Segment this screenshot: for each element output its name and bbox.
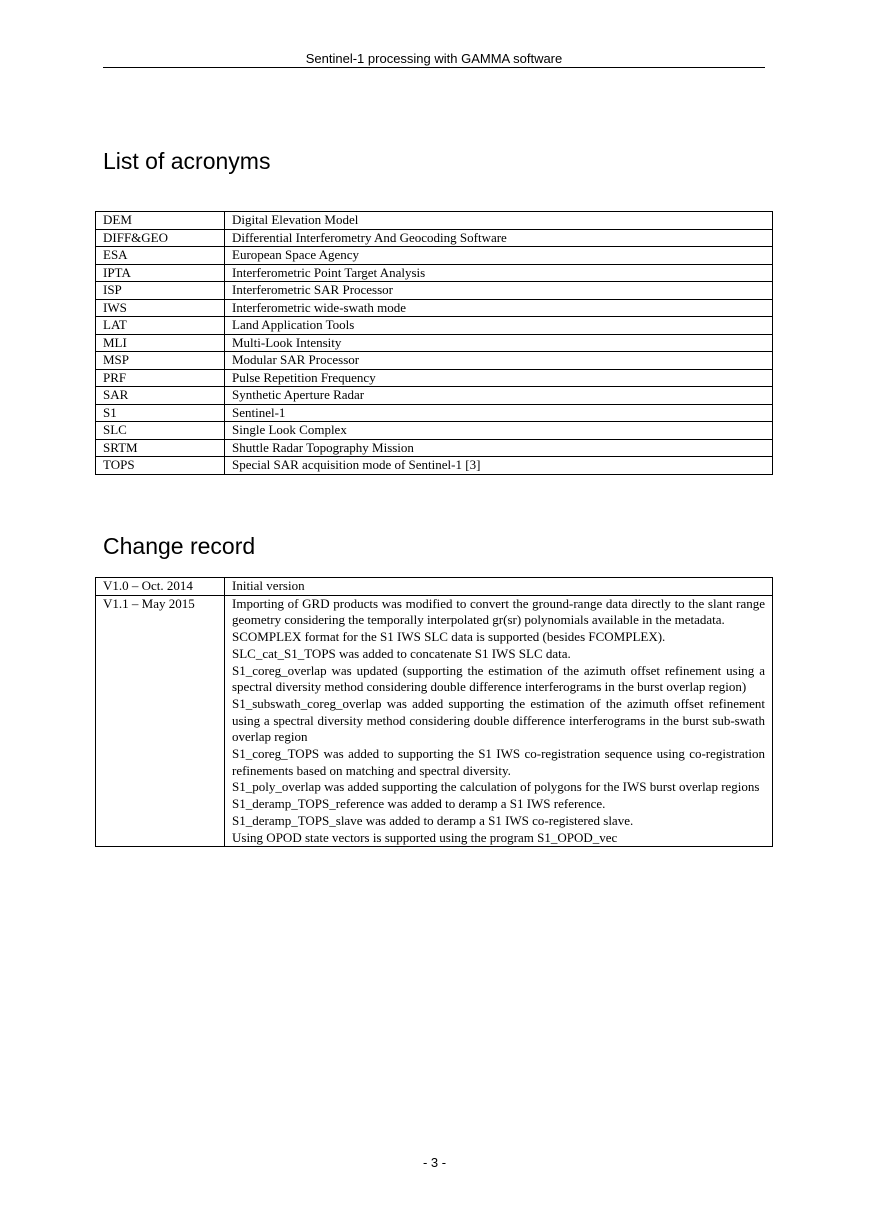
acronym-row — [96, 439, 773, 457]
change-entry: SLC_cat_S1_TOPS was added to concatenate S1 IWS SLC data. — [232, 645, 571, 661]
change-entry: S1_coreg_overlap was updated (supporting the estimation of the azimuth offset refinement using a spectral diversity method considering double difference interferograms in the burst overlap region) — [232, 662, 765, 695]
acronym-abbreviation: SAR — [96, 387, 225, 405]
acronym-row — [96, 282, 773, 300]
change-record-heading: Change record — [103, 533, 256, 559]
acronym-abbreviation: DEM — [96, 212, 225, 230]
acronym-row — [96, 212, 773, 230]
change-record-table — [95, 577, 773, 847]
change-description — [225, 578, 773, 596]
acronym-abbreviation: S1 — [96, 404, 225, 422]
acronym-row — [96, 317, 773, 335]
acronym-meaning: Land Application Tools — [225, 317, 773, 335]
change-record-row — [96, 578, 773, 596]
acronym-meaning: Pulse Repetition Frequency — [225, 369, 773, 387]
acronym-row — [96, 264, 773, 282]
acronym-row — [96, 229, 773, 247]
acronym-row — [96, 404, 773, 422]
acronym-row — [96, 387, 773, 405]
acronym-meaning: Interferometric wide-swath mode — [225, 299, 773, 317]
acronym-row — [96, 352, 773, 370]
acronym-abbreviation: MLI — [96, 334, 225, 352]
page-number: - 3 - — [422, 1155, 447, 1170]
change-entry: SCOMPLEX format for the S1 IWS SLC data is supported (besides FCOMPLEX). — [232, 629, 666, 645]
acronym-meaning: European Space Agency — [225, 247, 773, 265]
change-entry: S1_subswath_coreg_overlap was added supporting the estimation of the azimuth offset refinement using a spectral diversity method considering double difference interferograms in the burst sub-swath overlap region — [232, 695, 765, 745]
acronym-abbreviation: LAT — [96, 317, 225, 335]
acronym-abbreviation: MSP — [96, 352, 225, 370]
acronym-abbreviation: SRTM — [96, 439, 225, 457]
acronym-meaning: Modular SAR Processor — [225, 352, 773, 370]
acronym-row — [96, 299, 773, 317]
acronym-abbreviation: ESA — [96, 247, 225, 265]
acronym-row — [96, 457, 773, 475]
acronym-abbreviation: TOPS — [96, 457, 225, 475]
change-entry: S1_deramp_TOPS_reference was added to deramp a S1 IWS reference. — [232, 796, 606, 812]
acronym-meaning: Differential Interferometry And Geocoding Software — [225, 229, 773, 247]
acronym-row — [96, 334, 773, 352]
acronym-meaning: Multi-Look Intensity — [225, 334, 773, 352]
change-entry: S1_deramp_TOPS_slave was added to deramp a S1 IWS co-registered slave. — [232, 812, 634, 828]
change-entry: S1_coreg_TOPS was added to supporting the S1 IWS co-registration sequence using co-registration refinements based on matching and spectral diversity. — [232, 746, 765, 778]
acronym-meaning: Digital Elevation Model — [225, 212, 773, 230]
acronym-row — [96, 422, 773, 440]
acronym-abbreviation: DIFF&GEO — [96, 229, 225, 247]
change-description — [225, 595, 773, 847]
change-record-table-body — [96, 578, 773, 847]
acronym-row — [96, 247, 773, 265]
acronym-meaning: Interferometric Point Target Analysis — [225, 264, 773, 282]
change-entry: Initial version — [232, 578, 305, 593]
acronym-meaning: Shuttle Radar Topography Mission — [225, 439, 773, 457]
change-version: V1.0 – Oct. 2014 — [96, 578, 225, 596]
acronym-meaning: Synthetic Aperture Radar — [225, 387, 773, 405]
change-entry: S1_poly_overlap was added supporting the calculation of polygons for the IWS burst overlap regions — [232, 779, 760, 795]
acronym-abbreviation: ISP — [96, 282, 225, 300]
change-version: V1.1 – May 2015 — [96, 595, 225, 847]
acronym-abbreviation: IPTA — [96, 264, 225, 282]
acronym-meaning: Special SAR acquisition mode of Sentinel-1 [3] — [225, 457, 773, 475]
acronym-abbreviation: IWS — [96, 299, 225, 317]
acronym-abbreviation: PRF — [96, 369, 225, 387]
acronym-meaning: Sentinel-1 — [225, 404, 773, 422]
acronyms-heading: List of acronyms — [103, 148, 271, 174]
acronym-table — [95, 211, 773, 475]
acronym-abbreviation: SLC — [96, 422, 225, 440]
acronym-row — [96, 369, 773, 387]
acronym-table-body — [96, 212, 773, 475]
acronym-meaning: Single Look Complex — [225, 422, 773, 440]
change-entry: Using OPOD state vectors is supported using the program S1_OPOD_vec — [232, 829, 618, 845]
acronym-meaning: Interferometric SAR Processor — [225, 282, 773, 300]
running-header: Sentinel-1 processing with GAMMA software — [103, 51, 765, 68]
change-entry: Importing of GRD products was modified to convert the ground-range data directly to the slant range geometry considering the temporally interpolated gr(sr) polynomials available in the metadata. — [232, 595, 765, 628]
change-record-row — [96, 595, 773, 847]
